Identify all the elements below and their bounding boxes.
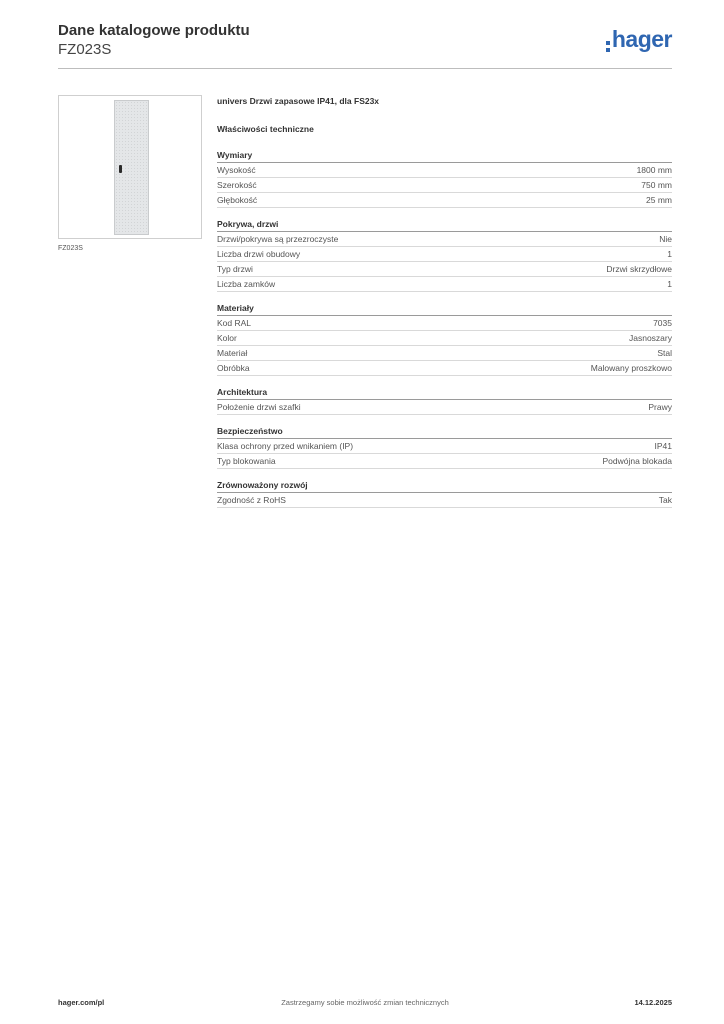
property-label: Kod RAL: [217, 318, 252, 328]
property-group: [217, 149, 672, 208]
property-value: Malowany proszkowo: [590, 363, 672, 373]
group-title: Wymiary: [217, 149, 672, 163]
property-row: [217, 232, 672, 247]
property-value: 1: [667, 279, 672, 289]
property-value: 1800 mm: [636, 165, 672, 175]
group-title: Pokrywa, drzwi: [217, 218, 672, 232]
property-row: [217, 439, 672, 454]
property-label: Wysokość: [217, 165, 256, 175]
property-row: [217, 247, 672, 262]
property-row: [217, 400, 672, 415]
property-label: Klasa ochrony przed wnikaniem (IP): [217, 441, 354, 451]
group-title: Zrównoważony rozwój: [217, 479, 672, 493]
property-row: [217, 454, 672, 469]
property-row: [217, 163, 672, 178]
property-label: Liczba zamków: [217, 279, 276, 289]
property-row: [217, 493, 672, 508]
property-value: Stal: [657, 348, 672, 358]
property-label: Typ blokowania: [217, 456, 276, 466]
door-lock-icon: [119, 165, 122, 173]
product-code: FZ023S: [58, 41, 112, 58]
property-label: Kolor: [217, 333, 237, 343]
property-row: [217, 361, 672, 376]
property-row: [217, 346, 672, 361]
property-group: [217, 425, 672, 469]
property-label: Liczba drzwi obudowy: [217, 249, 301, 259]
property-label: Obróbka: [217, 363, 250, 373]
property-label: Drzwi/pokrywa są przezroczyste: [217, 234, 339, 244]
property-label: Położenie drzwi szafki: [217, 402, 301, 412]
property-value: Tak: [658, 495, 672, 505]
footer-website[interactable]: hager.com/pl: [58, 998, 105, 1007]
group-title: Bezpieczeństwo: [217, 425, 672, 439]
logo-text: hager: [611, 26, 672, 52]
page-header: [58, 22, 672, 70]
property-value: 25 mm: [646, 195, 672, 205]
property-groups: [217, 149, 672, 508]
property-value: Jasnoszary: [629, 333, 672, 343]
property-value: Nie: [659, 234, 672, 244]
property-row: [217, 331, 672, 346]
property-value: Podwójna blokada: [602, 456, 672, 466]
property-value: Drzwi skrzydłowe: [606, 264, 672, 274]
property-label: Materiał: [217, 348, 248, 358]
property-row: [217, 262, 672, 277]
property-value: 1: [667, 249, 672, 259]
group-title: Architektura: [217, 386, 672, 400]
hager-logo: [606, 26, 672, 53]
technical-content: [217, 96, 672, 518]
header-divider: [58, 68, 672, 69]
footer-date: 14.12.2025: [634, 998, 672, 1007]
property-group: [217, 218, 672, 292]
property-row: [217, 178, 672, 193]
property-label: Zgodność z RoHS: [217, 495, 286, 505]
property-label: Szerokość: [217, 180, 257, 190]
door-panel-icon: [114, 100, 149, 235]
property-value: 7035: [653, 318, 672, 328]
property-group: [217, 386, 672, 415]
property-label: Typ drzwi: [217, 264, 253, 274]
property-value: IP41: [654, 441, 672, 451]
document-title: Dane katalogowe produktu: [58, 22, 250, 39]
property-row: [217, 277, 672, 292]
property-group: [217, 479, 672, 508]
property-group: [217, 302, 672, 376]
property-row: [217, 193, 672, 208]
product-image: [58, 95, 202, 239]
footer-disclaimer: Zastrzegamy sobie możliwość zmian technicznych: [281, 998, 449, 1007]
property-value: Prawy: [648, 402, 672, 412]
section-title: Właściwości techniczne: [217, 124, 314, 134]
image-caption: FZ023S: [58, 245, 83, 252]
property-label: Głębokość: [217, 195, 258, 205]
property-row: [217, 316, 672, 331]
group-title: Materiały: [217, 302, 672, 316]
product-description: univers Drzwi zapasowe IP41, dla FS23x: [217, 96, 380, 106]
property-value: 750 mm: [641, 180, 672, 190]
